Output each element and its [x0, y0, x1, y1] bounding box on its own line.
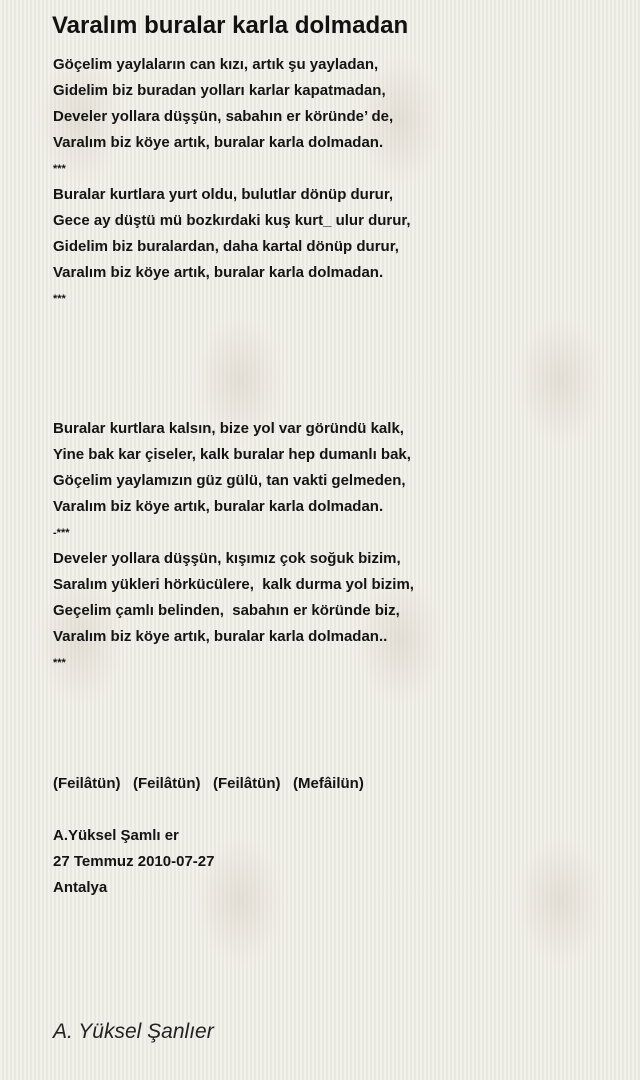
signature-date: 27 Temmuz 2010-07-27 — [53, 853, 215, 870]
poem-line: Develer yollara düşşün, sabahın er köründe’ de, — [53, 108, 394, 125]
poem-line: Varalım biz köye artık, buralar karla dolmadan. — [53, 264, 384, 281]
stanza-1 — [53, 52, 623, 156]
poem-title: Varalım buralar karla dolmadan — [52, 12, 409, 39]
stanza-4 — [53, 546, 623, 650]
signature-name: A.Yüksel Şamlı er — [53, 827, 179, 844]
poem-line: Varalım biz köye artık, buralar karla dolmadan. — [53, 498, 384, 515]
poem-line: Saralım yükleri hörkücülere, kalk durma yol bizim, — [53, 576, 414, 593]
stanza-separator: *** — [53, 293, 66, 305]
stanza-2 — [53, 182, 623, 286]
poem-line: Varalım biz köye artık, buralar karla dolmadan.. — [53, 628, 388, 645]
poem-line: Varalım biz köye artık, buralar karla dolmadan. — [53, 134, 384, 151]
stanza-separator: -*** — [53, 527, 70, 539]
author-name: A. Yüksel Şanlıer — [53, 1020, 214, 1043]
signature-block — [53, 823, 214, 901]
poem-line: Gidelim biz buralardan, daha kartal dönüp durur, — [53, 238, 399, 255]
poem-line: Develer yollara düşşün, kışımız çok soğuk bizim, — [53, 550, 401, 567]
stanza-separator: *** — [53, 657, 66, 669]
poem-line: Buralar kurtlara yurt oldu, bulutlar dönüp durur, — [53, 186, 394, 203]
poem-line: Buralar kurtlara kalsın, bize yol var göründü kalk, — [53, 420, 404, 437]
poem-line: Gidelim biz buradan yolları karlar kapatmadan, — [53, 82, 386, 99]
stanza-separator: *** — [53, 163, 66, 175]
poem-body — [53, 52, 623, 676]
poem-line: Göçelim yaylamızın güz gülü, tan vakti gelmeden, — [53, 472, 406, 489]
blank-space — [53, 312, 623, 416]
poem-line: Gece ay düştü mü bozkırdaki kuş kurt_ ulur durur, — [53, 212, 411, 229]
poem-line: Geçelim çamlı belinden, sabahın er köründe biz, — [53, 602, 400, 619]
poem-line: Göçelim yaylaların can kızı, artık şu yayladan, — [53, 56, 379, 73]
signature-place: Antalya — [53, 879, 108, 896]
poem-meter: (Feilâtün) (Feilâtün) (Feilâtün) (Mefâilün) — [53, 775, 364, 792]
poem-line: Yine bak kar çiseler, kalk buralar hep dumanlı bak, — [53, 446, 411, 463]
stanza-3 — [53, 416, 623, 520]
